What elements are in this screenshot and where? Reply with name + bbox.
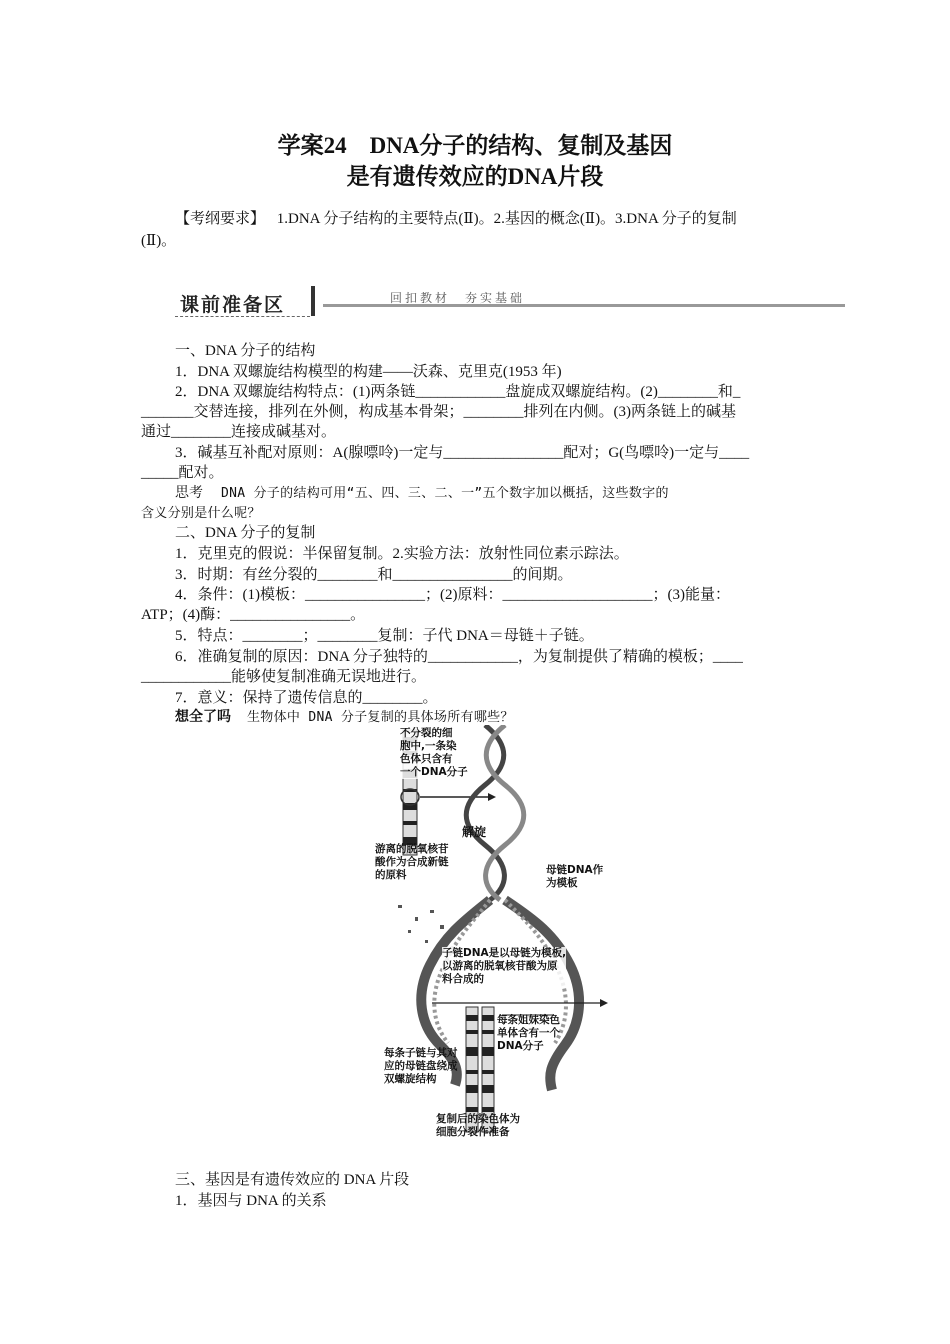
figure-label-free-nucleotides: 游离的脱氧核苷 酸作为合成新链 的原料 <box>375 843 449 881</box>
requirements-text: 1.DNA 分子结构的主要特点(Ⅱ)。2.基因的概念(Ⅱ)。3.DNA 分子的复制 <box>276 211 737 227</box>
think-label-2: 想全了吗 <box>175 709 231 725</box>
think-question-cont: 含义分别是什么呢？ <box>141 506 261 521</box>
dna-replication-figure <box>370 725 610 1145</box>
banner-subtitle: 回扣教材 夯实基础 <box>390 291 526 305</box>
section1-item3: 3．碱基互补配对原则：A(腺嘌呤)一定与________________配对；G(鸟嘌呤)一定与____ <box>175 445 750 461</box>
section2-heading: 二、DNA 分子的复制 <box>175 525 316 541</box>
figure-label-template: 母链DNA作 为模板 <box>546 864 604 889</box>
page-title-line2: 是有遗传效应的DNA片段 <box>346 164 604 189</box>
think-question-2: 生物体中 DNA 分子复制的具体场所有哪些？ <box>247 710 514 725</box>
page-title-line1: 学案24 DNA分子的结构、复制及基因 <box>277 133 673 158</box>
figure-label-daughter-strand: 子链DNA是以母链为模板, 以游离的脱氧核苷酸为原 料合成的 <box>442 947 567 985</box>
figure-label-top: 不分裂的细 胞中,一条染 色体只含有 一个DNA分子 <box>400 727 468 778</box>
section1-item1: 1．DNA 双螺旋结构模型的构建——沃森、克里克(1953 年) <box>175 364 562 380</box>
section1-think <box>175 482 669 502</box>
section2-item3: 3．时期：有丝分裂的________和________________的间期。 <box>175 567 573 583</box>
section2-item1: 1．克里克的假说：半保留复制。2.实验方法：放射性同位素示踪法。 <box>175 546 629 562</box>
banner-label: 课前准备区 <box>180 294 286 316</box>
figure-label-after-replication: 复制后的染色体为 细胞分裂作准备 <box>436 1113 520 1138</box>
figure-label-sister-chromatid: 每条姐妹染色 单体含有一个 DNA分子 <box>497 1014 560 1052</box>
section-banner <box>175 284 845 320</box>
section1-item2-cont2: 通过________连接成碱基对。 <box>141 424 337 440</box>
section2-item4-cont: ATP；(4)酶：________________。 <box>141 607 366 623</box>
section1-item2: 2．DNA 双螺旋结构特点：(1)两条链____________盘旋成双螺旋结构。(2)________和_ <box>175 384 741 400</box>
section1-item2-cont1: _______交替连接，排列在外侧，构成基本骨架；________排列在内侧。(3)两条链上的碱基 <box>141 404 736 420</box>
section3-heading: 三、基因是有遗传效应的 DNA 片段 <box>175 1172 410 1188</box>
section2-item4: 4．条件：(1)模板：________________；(2)原料：____________________；(3)能量： <box>175 587 730 603</box>
figure-label-unwind: 解旋 <box>462 825 487 839</box>
section1-heading: 一、DNA 分子的结构 <box>175 343 316 359</box>
section2-item6: 6．准确复制的原因：DNA 分子独特的____________，为复制提供了精确的模板；____ <box>175 649 743 665</box>
figure-label-double-helix: 每条子链与其对 应的母链盘绕成 双螺旋结构 <box>384 1047 458 1085</box>
section2-think <box>175 706 514 726</box>
section2-item6-cont: ____________能够使复制准确无误地进行。 <box>141 669 427 685</box>
section1-item3-cont: _____配对。 <box>141 465 224 481</box>
think-question: DNA 分子的结构可用“五、四、三、二、一”五个数字加以概括，这些数字的 <box>221 486 669 501</box>
requirements <box>175 207 737 228</box>
think-label: 思考 <box>175 485 203 501</box>
section3-item1: 1．基因与 DNA 的关系 <box>175 1193 327 1209</box>
requirements-label: 【考纲要求】 <box>175 211 266 227</box>
section2-item5: 5．特点：________；________复制：子代 DNA＝母链＋子链。 <box>175 628 594 644</box>
requirements-text-cont: (Ⅱ)。 <box>141 233 177 249</box>
section2-item7: 7．意义：保持了遗传信息的________。 <box>175 690 438 706</box>
banner-divider <box>311 286 315 316</box>
banner-dashed-underline <box>175 316 310 317</box>
